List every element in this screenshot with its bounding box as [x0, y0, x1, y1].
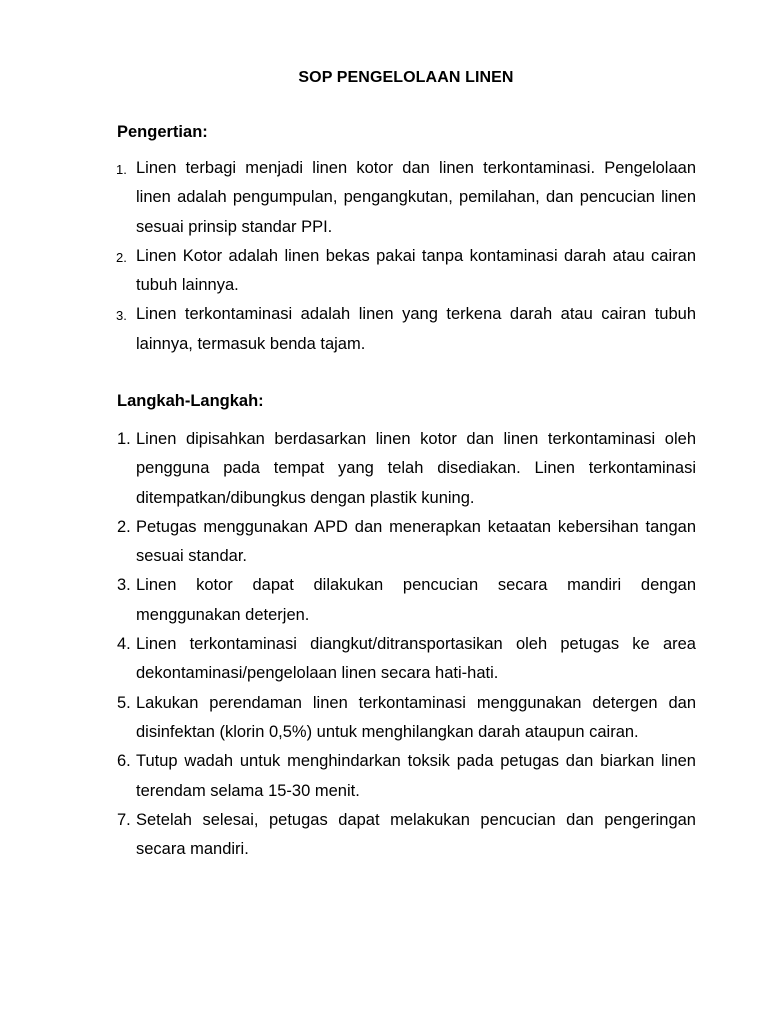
list-item [0, 689, 768, 748]
list-item [0, 747, 768, 806]
list-item-text: Tutup wadah untuk menghindarkan toksik pada petugas dan biarkan linen terendam selama 15-30 menit. [136, 752, 696, 800]
list-item [0, 630, 768, 689]
list-item-text: Linen terkontaminasi diangkut/ditransportasikan oleh petugas ke area dekontaminasi/pengelolaan linen secara hati-hati. [136, 635, 696, 683]
list-marker: 2. [116, 249, 127, 265]
definition-list [0, 154, 768, 359]
list-marker: 1. [117, 430, 131, 448]
list-item-text: Petugas menggunakan APD dan menerapkan ketaatan kebersihan tangan sesuai standar. [136, 517, 696, 566]
list-item-text: Linen kotor dapat dilakukan pencucian secara mandiri dengan menggunakan deterjen. [136, 576, 696, 624]
list-marker: 2. [117, 517, 131, 536]
list-marker: 5. [117, 693, 131, 712]
section-heading-langkah: Langkah-Langkah: [117, 392, 264, 410]
list-item-text: Linen terkontaminasi adalah linen yang terkena darah atau cairan tubuh lainnya, termasuk benda tajam. [136, 305, 696, 353]
list-marker: 1. [116, 162, 127, 177]
steps-list [0, 425, 768, 864]
list-item [0, 806, 768, 865]
list-item-text: Linen Kotor adalah linen bekas pakai tanpa kontaminasi darah atau cairan tubuh lainnya. [136, 246, 696, 295]
list-item [0, 571, 768, 630]
list-item [0, 154, 768, 242]
list-marker: 3. [116, 308, 127, 324]
list-item-text: Setelah selesai, petugas dapat melakukan pencucian dan pengeringan secara mandiri. [136, 810, 696, 859]
list-item-text: Linen dipisahkan berdasarkan linen kotor dan linen terkontaminasi oleh pengguna pada tempat yang telah disediakan. Linen terkontaminasi ditempatkan/dibungkus dengan plastik kuning. [136, 430, 696, 507]
list-item [0, 425, 768, 513]
list-marker: 4. [117, 635, 131, 654]
list-item-text: Lakukan perendaman linen terkontaminasi menggunakan detergen dan disinfektan (klorin 0,5%) untuk menghilangkan darah ataupun cairan. [136, 693, 696, 741]
list-marker: 7. [117, 810, 131, 829]
list-item-text: Linen terbagi menjadi linen kotor dan linen terkontaminasi. Pengelolaan linen adalah pengumpulan, pengangkutan, pemilahan, dan pencucian linen sesuai prinsip standar PPI. [136, 159, 696, 236]
list-marker: 6. [117, 752, 131, 771]
document-title: SOP PENGELOLAAN LINEN [298, 69, 514, 86]
list-marker: 3. [117, 576, 131, 595]
list-item [0, 242, 768, 301]
section-heading-pengertian: Pengertian: [117, 123, 208, 141]
list-item [0, 513, 768, 572]
list-item [0, 300, 768, 359]
